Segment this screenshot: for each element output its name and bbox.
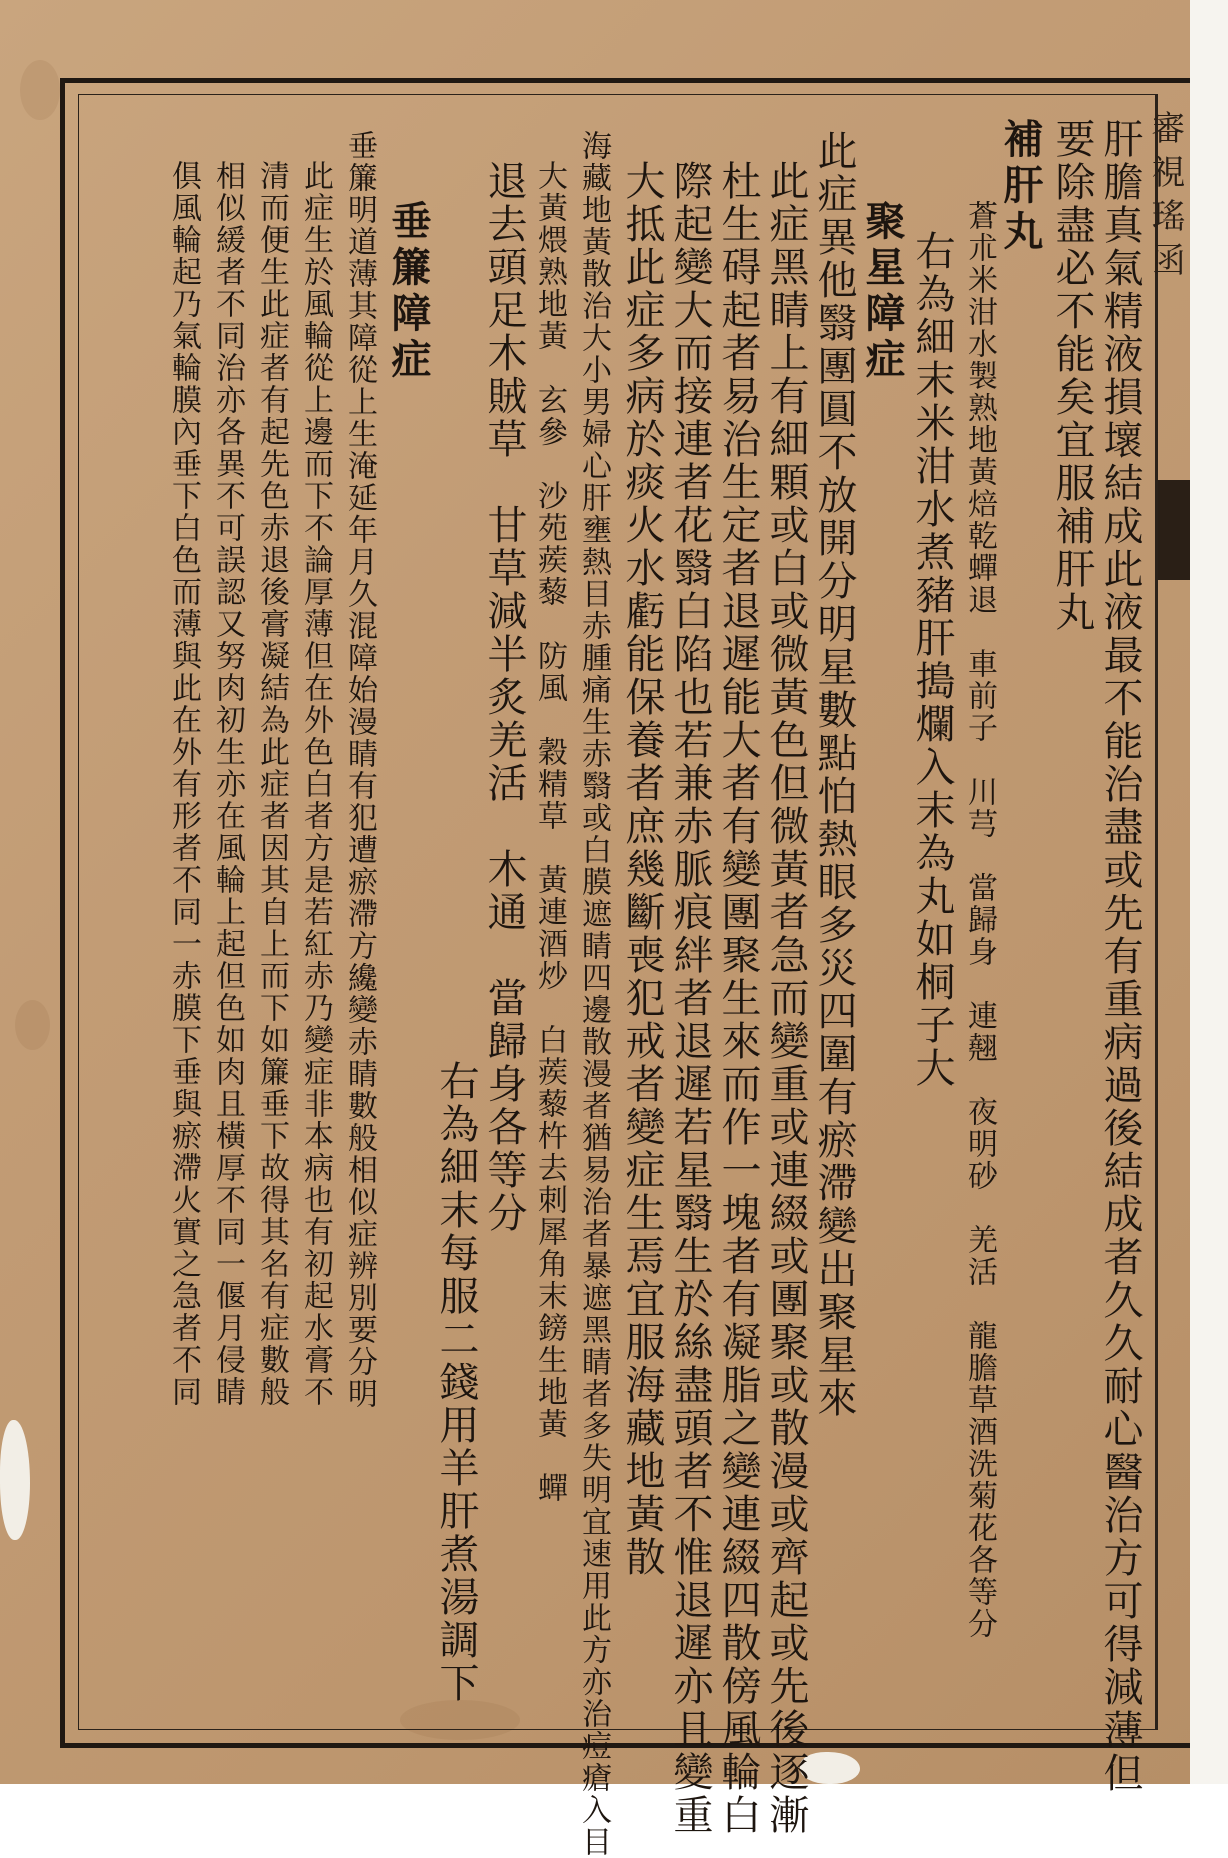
section-title: 聚星障症 [859,200,906,384]
scan-background [1190,0,1228,1784]
text-column: 相似緩者不同治亦各異不可誤認又努肉初生亦在風輪上起但色如肉且橫厚不同一偃月侵睛 [210,160,245,1408]
section-title: 垂簾障症 [385,200,432,384]
text-column: 杜生碍起者易治生定者退遲能大者有變團聚生來而作一塊者有凝脂之變連綴四散傍風輪白 [715,160,761,1837]
formula-title: 補肝丸 [997,118,1044,256]
text-column: 右為細末每服二錢用羊肝煮湯調下 [433,1060,479,1705]
paper-stain [15,1000,50,1050]
binding-edge-title: 審視瑤函 [1145,110,1185,286]
text-column: 此症黑睛上有細顆或白或微黃色但微黃者急而變重或連綴或團聚或散漫或齊起或先後逐漸 [763,160,809,1837]
ingredient-column: 大黃煨熟地黃 玄參 沙苑蒺藜 防風 穀精草 黃連酒炒 白蒺藜杵去刺犀角末鎊生地黃 蟬 [532,160,567,1504]
text-column: 此症生於風輪從上邊而下不論厚薄但在外色白者方是若紅赤乃變症非本病也有初起水膏不 [298,160,333,1408]
text-column: 肝膽真氣精液損壞結成此液最不能治盡或先有重病過後結成者久久耐心醫治方可得減薄但 [1097,118,1143,1795]
block-center-line [1156,94,1158,1730]
text-column: 清而便生此症者有起先色赤退後膏凝結為此症者因其自上而下如簾垂下故得其名有症數般 [254,160,289,1408]
verse-column: 此症異他翳團圓不放開分明星數點怕熱眼多災四圍有瘀滯變出聚星來 [811,130,857,1420]
worn-edge [0,1420,30,1540]
text-column: 俱風輪起乃氣輪膜內垂下白色而薄與此在外有形者不同一赤膜下垂與瘀滯火實之急者不同 [166,160,201,1408]
text-column: 要除盡必不能矣宜服補肝丸 [1049,118,1095,634]
worn-edge [800,1752,860,1784]
verse-column: 垂簾明道薄其障從上生淹延年月久混障始漫睛有犯遭瘀滯方纔變赤睛數般相似症辨別要分明 [342,130,377,1410]
text-column: 際起變大而接連者花翳白陷也若兼赤脈痕絆者退遲若星翳生於絲盡頭者不惟退遲亦且變重 [667,160,713,1837]
paper-stain [20,60,60,120]
text-column: 右為細末米泔水煮豬肝搗爛入末為丸如桐子大 [909,230,955,1090]
ingredient-column: 退去頭足木賊草 甘草減半炙羌活 木通 當歸身各等分 [481,160,527,1235]
fishtail-mark [1158,480,1190,580]
ingredient-column: 蒼朮米泔水製熟地黃焙乾蟬退 車前子 川芎 當歸身 連翹 夜明砂 羌活 龍膽草酒洗菊花各等分 [962,200,997,1640]
text-column: 大抵此症多病於痰火水虧能保養者庶幾斷喪犯戒者變症生焉宜服海藏地黃散 [619,160,665,1579]
formula-column: 海藏地黃散治大小男婦心肝壅熱目赤腫痛生赤翳或白膜遮睛四邊散漫者猶易治者暴遮黑睛者多失明宜速用此方亦治痘瘡入目 [576,130,611,1858]
